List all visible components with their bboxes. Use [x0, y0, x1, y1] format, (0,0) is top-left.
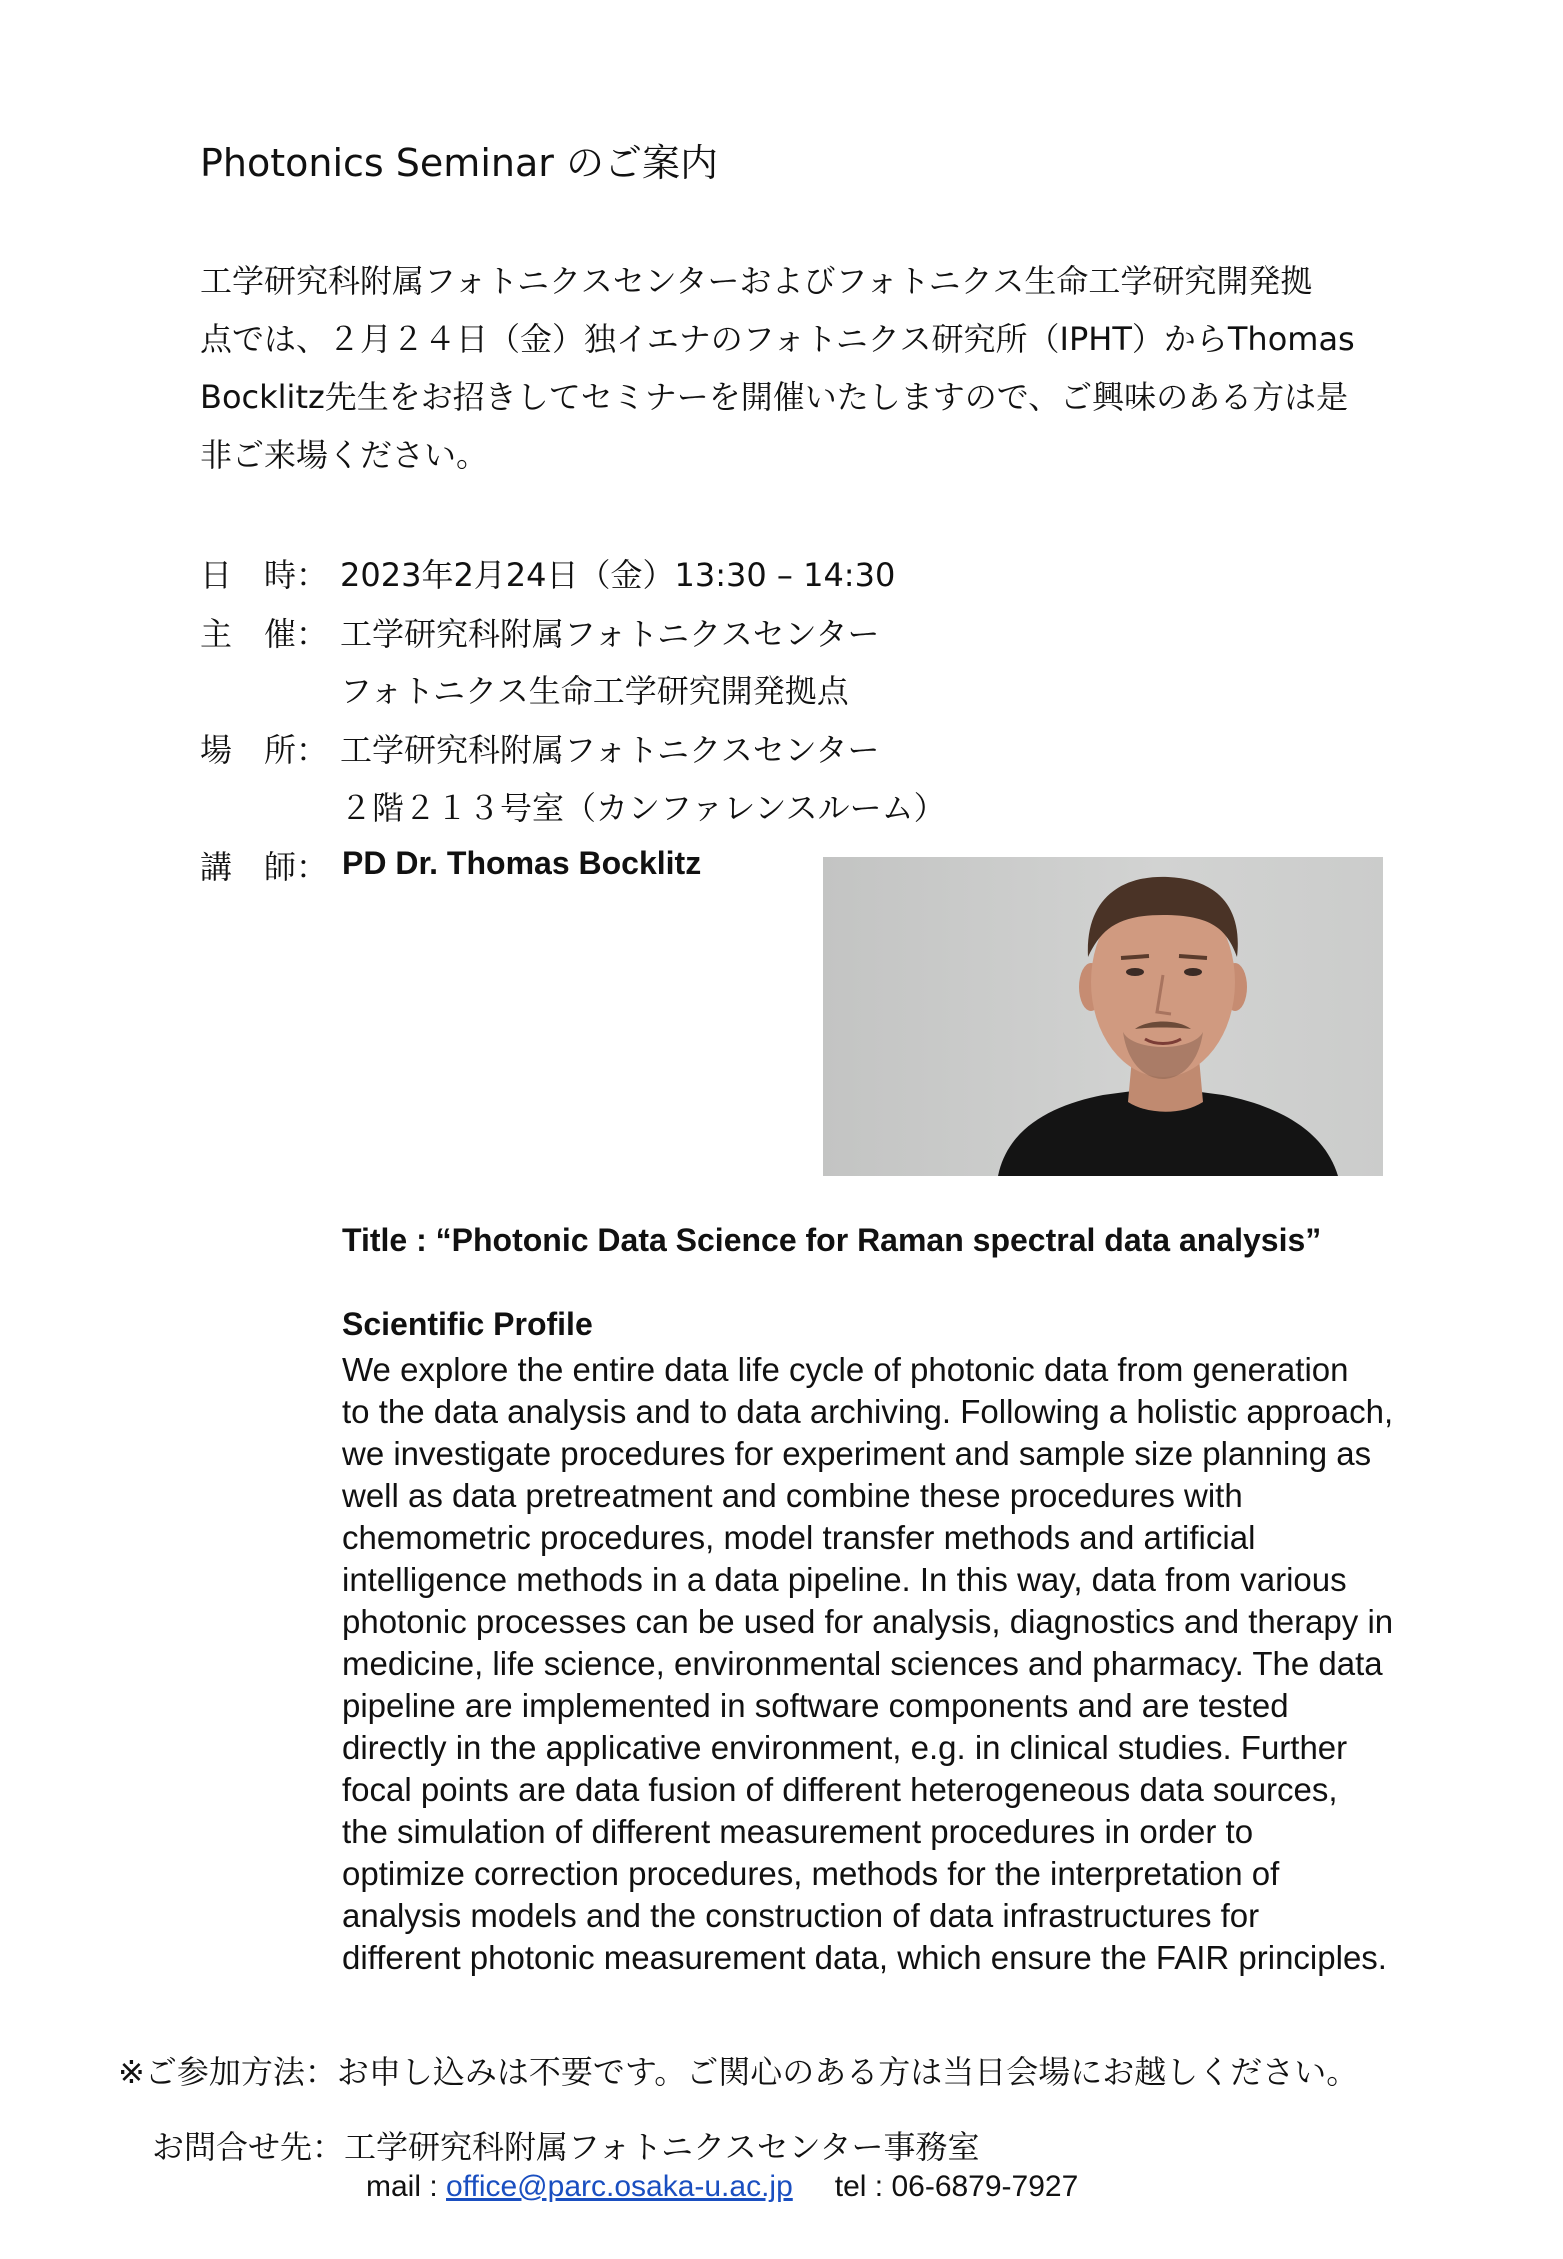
date-value: 2023年2月24日（金）13:30 – 14:30 [340, 556, 896, 594]
profile-line: well as data pretreatment and combine these procedures with [342, 1477, 1243, 1514]
profile-line: photonic processes can be used for analysis, diagnostics and therapy in [342, 1603, 1394, 1640]
date-label: 日 時： [200, 556, 329, 594]
profile-line: chemometric procedures, model transfer methods and artificial [342, 1519, 1256, 1556]
profile-heading: Scientific Profile [342, 1306, 593, 1342]
profile-text [342, 1349, 1472, 1979]
participation-notice: ※ご参加方法：お申し込みは不要です。ご関心のある方は当日会場にお越しください。 [118, 2053, 1359, 2091]
intro-line: 非ご来場ください。 [200, 436, 489, 474]
speaker-photo [823, 857, 1383, 1176]
intro-paragraph [200, 252, 1355, 484]
profile-line: focal points are data fusion of different heterogeneous data sources, [342, 1771, 1338, 1808]
contact-line: お問合せ先：工学研究科附属フォトニクスセンター事務室 [152, 2128, 980, 2166]
speaker-label: 講 師： [200, 848, 329, 886]
host-value-secondary: フォトニクス生命工学研究開発拠点 [340, 672, 849, 710]
profile-line: pipeline are implemented in software components and are tested [342, 1687, 1289, 1724]
profile-line: analysis models and the construction of data infrastructures for [342, 1897, 1260, 1934]
page-title: Photonics Seminar のご案内 [200, 141, 718, 185]
email-link[interactable]: office@parc.osaka-u.ac.jp [446, 2170, 793, 2203]
venue-room: ２階２１３号室（カンファレンスルーム） [340, 789, 946, 827]
profile-line: optimize correction procedures, methods for the interpretation of [342, 1855, 1280, 1892]
profile-line: directly in the applicative environment, e.g. in clinical studies. Further [342, 1729, 1348, 1766]
profile-line: intelligence methods in a data pipeline. In this way, data from various [342, 1561, 1347, 1598]
speaker-name: PD Dr. Thomas Bocklitz [342, 845, 702, 881]
venue-value: 工学研究科附属フォトニクスセンター [340, 731, 880, 769]
profile-line: we investigate procedures for experiment and sample size planning as [342, 1435, 1372, 1472]
host-value: 工学研究科附属フォトニクスセンター [340, 615, 880, 653]
mail-label: mail : [366, 2170, 447, 2203]
talk-title: Title : “Photonic Data Science for Raman spectral data analysis” [342, 1222, 1322, 1258]
venue-label: 場 所： [200, 731, 329, 769]
profile-line: We explore the entire data life cycle of photonic data from generation [342, 1351, 1349, 1388]
tel-number: tel : 06-6879-7927 [834, 2170, 1079, 2203]
profile-line: different photonic measurement data, which ensure the FAIR principles. [342, 1939, 1387, 1976]
contact-details [366, 2170, 1078, 2204]
host-label: 主 催： [200, 615, 329, 653]
profile-line: medicine, life science, environmental sciences and pharmacy. The data [342, 1645, 1383, 1682]
intro-line: Bocklitz先生をお招きしてセミナーを開催いたしますので、ご興味のある方は是 [200, 378, 1349, 416]
intro-line: 工学研究科附属フォトニクスセンターおよびフォトニクス生命工学研究開発拠 [200, 262, 1313, 300]
profile-line: to the data analysis and to data archiving. Following a holistic approach, [342, 1393, 1394, 1430]
intro-line: 点では、２月２４日（金）独イエナのフォトニクス研究所（IPHT）からThomas [200, 320, 1355, 358]
profile-line: the simulation of different measurement procedures in order to [342, 1813, 1254, 1850]
